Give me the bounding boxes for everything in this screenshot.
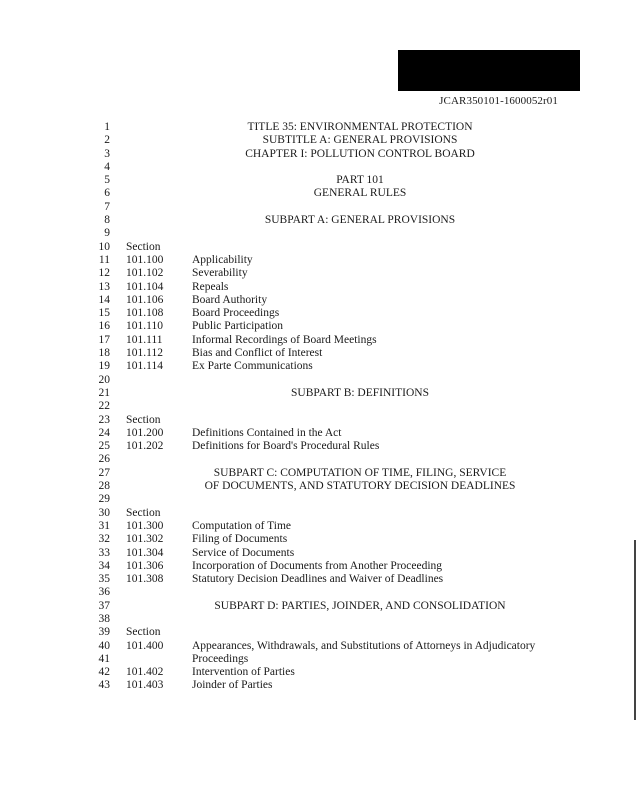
document-id: JCAR350101-1600052r01 — [439, 95, 558, 107]
line-number: 28 — [98, 480, 110, 493]
line-number: 4 — [104, 160, 110, 173]
section-title: Statutory Decision Deadlines and Waiver of Deadlines — [192, 573, 444, 586]
section-number: 101.304 — [126, 546, 164, 559]
heading-text: OF DOCUMENTS, AND STATUTORY DECISION DEADLINES — [204, 480, 516, 493]
section-number: 101.102 — [126, 267, 164, 280]
section-number: 101.112 — [126, 347, 163, 360]
section-title: Service of Documents — [192, 546, 295, 559]
line-number: 32 — [98, 533, 110, 546]
document-line — [0, 148, 644, 161]
section-number: 101.308 — [126, 573, 164, 586]
document-line — [0, 121, 644, 134]
line-number: 17 — [98, 333, 110, 346]
section-title: Joinder of Parties — [192, 679, 273, 692]
section-title: Incorporation of Documents from Another Proceeding — [192, 559, 443, 572]
line-number: 38 — [98, 612, 110, 625]
heading-text: CHAPTER I: POLLUTION CONTROL BOARD — [245, 147, 475, 160]
line-number: 21 — [98, 386, 110, 399]
section-label: Section — [126, 506, 161, 519]
document-body — [0, 121, 644, 693]
document-line — [0, 267, 644, 280]
section-number: 101.108 — [126, 307, 164, 320]
line-number: 39 — [98, 626, 110, 639]
heading-text: SUBPART C: COMPUTATION OF TIME, FILING, SERVICE — [213, 466, 507, 479]
section-number: 101.110 — [126, 320, 163, 333]
document-line — [0, 493, 644, 506]
document-line — [0, 573, 644, 586]
document-line — [0, 453, 644, 466]
redaction-box — [398, 50, 580, 91]
section-title: Repeals — [192, 280, 229, 293]
line-number: 12 — [98, 267, 110, 280]
section-number: 101.400 — [126, 639, 164, 652]
document-line — [0, 640, 644, 653]
section-title: Definitions Contained in the Act — [192, 426, 342, 439]
section-title: Intervention of Parties — [192, 666, 295, 679]
section-number: 101.100 — [126, 253, 164, 266]
line-number: 11 — [98, 253, 110, 266]
document-line — [0, 387, 644, 400]
line-number: 36 — [98, 586, 110, 599]
line-number: 43 — [98, 679, 110, 692]
section-number: 101.202 — [126, 440, 164, 453]
line-number: 19 — [98, 360, 110, 373]
section-title: Board Authority — [192, 293, 268, 306]
document-line — [0, 626, 644, 639]
document-line — [0, 560, 644, 573]
line-number: 30 — [98, 506, 110, 519]
document-line — [0, 174, 644, 187]
line-number: 24 — [98, 426, 110, 439]
line-number: 40 — [98, 639, 110, 652]
document-line — [0, 586, 644, 599]
line-number: 42 — [98, 666, 110, 679]
document-line — [0, 241, 644, 254]
line-number: 37 — [98, 599, 110, 612]
document-line — [0, 254, 644, 267]
heading-text: GENERAL RULES — [313, 187, 407, 200]
line-number: 41 — [98, 652, 110, 665]
document-line — [0, 187, 644, 200]
heading-text: SUBPART A: GENERAL PROVISIONS — [264, 214, 456, 227]
section-label: Section — [126, 626, 161, 639]
heading-text: SUBPART D: PARTIES, JOINDER, AND CONSOLIDATION — [214, 599, 506, 612]
line-number: 35 — [98, 573, 110, 586]
line-number: 18 — [98, 347, 110, 360]
document-line — [0, 520, 644, 533]
section-title: Appearances, Withdrawals, and Substitutions of Attorneys in Adjudicatory — [192, 639, 536, 652]
line-number: 10 — [98, 240, 110, 253]
document-line — [0, 201, 644, 214]
line-number: 2 — [104, 134, 110, 147]
document-line — [0, 440, 644, 453]
section-title: Informal Recordings of Board Meetings — [192, 333, 377, 346]
section-title: Filing of Documents — [192, 533, 288, 546]
section-title: Board Proceedings — [192, 307, 280, 320]
section-title-continued: Proceedings — [192, 652, 249, 665]
document-line — [0, 227, 644, 240]
line-number: 26 — [98, 453, 110, 466]
section-number: 101.104 — [126, 280, 164, 293]
document-line — [0, 600, 644, 613]
document-line — [0, 653, 644, 666]
heading-text: SUBTITLE A: GENERAL PROVISIONS — [262, 134, 458, 147]
section-number: 101.306 — [126, 559, 164, 572]
line-number: 7 — [104, 200, 110, 213]
line-number: 13 — [98, 280, 110, 293]
document-line — [0, 307, 644, 320]
line-number: 16 — [98, 320, 110, 333]
section-title: Ex Parte Communications — [192, 360, 313, 373]
section-number: 101.302 — [126, 533, 164, 546]
line-number: 15 — [98, 307, 110, 320]
document-line — [0, 613, 644, 626]
section-label: Section — [126, 413, 161, 426]
document-line — [0, 414, 644, 427]
document-line — [0, 547, 644, 560]
document-line — [0, 360, 644, 373]
document-line — [0, 400, 644, 413]
line-number: 9 — [104, 227, 110, 240]
section-number: 101.114 — [126, 360, 163, 373]
heading-text: TITLE 35: ENVIRONMENTAL PROTECTION — [247, 121, 473, 133]
section-label: Section — [126, 240, 161, 253]
line-number: 22 — [98, 400, 110, 413]
heading-text: PART 101 — [336, 174, 384, 187]
heading-text: SUBPART B: DEFINITIONS — [291, 386, 429, 399]
section-number: 101.111 — [126, 333, 163, 346]
line-number: 23 — [98, 413, 110, 426]
section-title: Public Participation — [192, 320, 284, 333]
document-line — [0, 334, 644, 347]
document-line — [0, 320, 644, 333]
document-line — [0, 427, 644, 440]
section-number: 101.106 — [126, 293, 164, 306]
document-line — [0, 214, 644, 227]
line-number: 6 — [104, 187, 110, 200]
line-number: 14 — [98, 293, 110, 306]
document-line — [0, 533, 644, 546]
section-number: 101.300 — [126, 519, 164, 532]
line-number: 5 — [104, 174, 110, 187]
line-number: 25 — [98, 440, 110, 453]
line-number: 29 — [98, 493, 110, 506]
line-number: 3 — [104, 147, 110, 160]
document-line — [0, 467, 644, 480]
document-line — [0, 281, 644, 294]
document-line — [0, 134, 644, 147]
line-number: 33 — [98, 546, 110, 559]
line-number: 20 — [98, 373, 110, 386]
section-title: Definitions for Board's Procedural Rules — [192, 440, 380, 453]
line-number: 31 — [98, 519, 110, 532]
section-number: 101.403 — [126, 679, 164, 692]
section-number: 101.402 — [126, 666, 164, 679]
document-line — [0, 507, 644, 520]
line-number: 8 — [104, 214, 110, 227]
section-number: 101.200 — [126, 426, 164, 439]
document-line — [0, 161, 644, 174]
section-title: Severability — [192, 267, 248, 280]
line-number: 27 — [98, 466, 110, 479]
section-title: Applicability — [192, 253, 253, 266]
document-line — [0, 480, 644, 493]
section-title: Bias and Conflict of Interest — [192, 347, 323, 360]
line-number: 34 — [98, 559, 110, 572]
document-line — [0, 294, 644, 307]
line-number: 1 — [104, 121, 110, 133]
document-line — [0, 666, 644, 679]
section-title: Computation of Time — [192, 519, 292, 532]
document-line — [0, 679, 644, 692]
document-line — [0, 374, 644, 387]
document-line — [0, 347, 644, 360]
